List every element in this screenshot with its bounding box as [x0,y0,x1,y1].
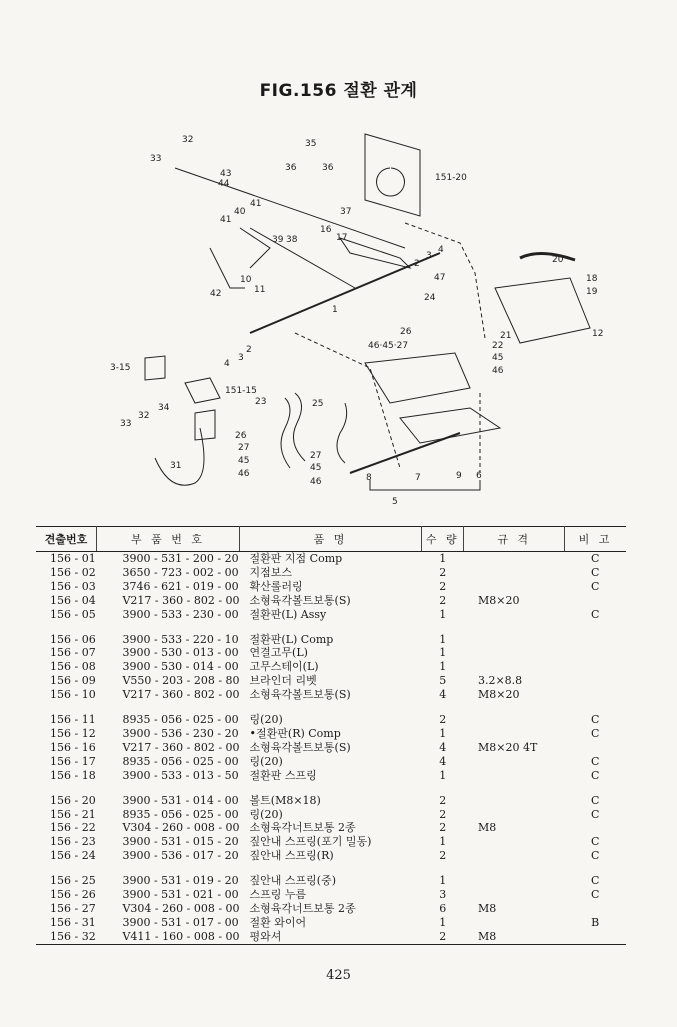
cell-quantity: 1 [439,874,447,888]
cell-remark [564,646,626,660]
cell-quantity: 1 [439,915,447,929]
callout: 31 [170,461,182,471]
callout: 22 [492,341,504,351]
cell-index: 156 - 21 [50,807,96,821]
table-row [36,808,626,822]
table-row [36,566,626,580]
group-spacer [36,622,626,633]
table-row [36,608,626,622]
cell-quantity: 1 [439,660,447,674]
cell-remark [564,741,626,755]
callout: 25 [312,399,324,409]
parts-table [36,526,626,945]
cell-part-name: 절환판 스프링 [249,768,317,782]
cell-remark: C [590,607,600,621]
cell-remark [564,674,626,688]
cell-spec [464,888,564,902]
table-row [36,633,626,647]
cell-part-number: 3746 - 621 - 019 - 00 [122,579,239,593]
callout: 40 [234,207,246,217]
callout: 12 [592,329,604,339]
callout: 18 [586,274,598,284]
cell-index: 156 - 22 [50,821,96,835]
cell-quantity: 1 [439,646,447,660]
cell-spec: M8 [477,821,497,835]
cell-index: 156 - 24 [50,849,96,863]
cell-spec [464,646,564,660]
cell-part-name: 링(20) [249,713,283,727]
callout: 37 [340,207,352,217]
cell-spec [464,552,564,566]
exploded-parts-diagram [100,128,620,518]
callout: 41 [250,199,262,209]
cell-part-number: 3900 - 536 - 017 - 20 [122,849,239,863]
cell-remark [564,594,626,608]
cell-index: 156 - 26 [50,888,96,902]
cell-part-number: 3900 - 531 - 015 - 20 [122,835,239,849]
callout: 7 [415,473,421,483]
page-title: FIG.156 절환 관계 [259,81,418,101]
cell-part-number: 3900 - 533 - 230 - 00 [122,607,239,621]
callout: 35 [305,139,317,149]
cell-index: 156 - 31 [50,915,96,929]
callout: 151-20 [435,173,467,183]
bracket-block [340,238,410,268]
callout: 46 [310,477,322,487]
cell-remark: C [590,768,600,782]
cell-remark: B [591,915,600,929]
table-row [36,902,626,916]
cell-quantity: 1 [439,726,447,740]
cell-part-name: 절환판 지점 Comp [249,552,343,565]
col-header-part-name: 품 명 [240,527,422,552]
callout: 21 [500,331,512,341]
cell-spec [464,755,564,769]
cell-index: 156 - 03 [50,579,96,593]
callout: 9 [456,471,462,481]
callout: 20 [552,255,564,265]
cell-quantity: 2 [439,849,447,863]
cell-index: 156 - 01 [50,552,96,565]
cell-part-name: 소형육각너트보통 2종 [249,821,356,835]
callout: 32 [182,135,194,145]
shaft-rod [250,253,440,333]
cell-part-name: 평와셔 [240,930,422,944]
group-spacer [36,702,626,713]
callout: 27 [310,451,322,461]
callout: 33 [120,419,132,429]
cell-index: 156 - 07 [50,646,96,660]
callout: 33 [150,154,162,164]
cell-remark [564,902,626,916]
cell-spec [464,769,564,783]
callout: 45 [310,463,322,473]
cell-part-name: 절환판(L) Comp [249,632,334,646]
table-row [36,849,626,863]
cell-part-name: 짚안내 스프링(R) [249,849,334,863]
table-header-row [36,527,626,552]
cell-remark: C [590,726,600,740]
table-row [36,769,626,783]
cell-quantity: 2 [439,565,447,579]
table-row [36,888,626,902]
callout: 16 [320,225,332,235]
col-header-index: 견출번호 [36,527,96,552]
cell-part-number: 3900 - 531 - 017 - 00 [122,915,239,929]
cell-remark [564,821,626,835]
cell-remark [564,930,626,944]
cell-quantity: 5 [439,674,447,688]
table-row [36,713,626,727]
group-spacer [36,863,626,874]
callout: 4 [438,245,444,255]
col-header-remark: 비 고 [564,527,626,552]
callout: 39 [272,235,284,245]
table-row [36,594,626,608]
cell-remark [564,633,626,647]
cell-remark: C [590,565,600,579]
cell-quantity: 4 [439,740,447,754]
table-row [36,660,626,674]
cell-quantity: 2 [439,793,447,807]
cell-part-name: 볼트(M8×18) [249,793,321,807]
cell-index: 156 - 27 [50,901,96,915]
cell-part-number: V217 - 360 - 802 - 00 [122,740,240,754]
cell-remark [564,660,626,674]
cell-index: 156 - 16 [50,740,96,754]
cell-part-name: 절환판(L) Assy [249,607,327,621]
cell-quantity: 1 [439,768,447,782]
cell-remark: C [590,713,600,727]
cell-quantity: 1 [439,607,447,621]
cell-index: 156 - 20 [50,793,96,807]
cell-spec [464,660,564,674]
col-header-quantity: 수 량 [422,527,464,552]
cell-spec [464,608,564,622]
cell-part-number: 8935 - 056 - 025 - 00 [122,807,239,821]
callout: 46·45·27 [368,341,409,351]
callout: 46 [238,469,250,479]
cell-quantity: 6 [439,901,447,915]
cell-remark: C [590,849,600,863]
cell-spec [464,916,564,930]
cell-index: 156 - 32 [36,930,96,944]
table-row [36,874,626,888]
callout: 17 [336,233,348,243]
cell-part-number: V217 - 360 - 802 - 00 [122,688,240,702]
cell-remark: C [590,793,600,807]
callout: 26 [235,431,247,441]
cell-part-name: 소형육각너트보통 2종 [249,901,356,915]
cell-quantity: 4 [439,754,447,768]
cell-index: 156 - 06 [50,632,96,646]
callout: 34 [158,403,170,413]
cell-spec [464,727,564,741]
callout: 38 [286,235,298,245]
callout: 24 [424,293,436,303]
callout: 27 [238,443,250,453]
spring-rod [520,253,575,260]
cell-spec: M8×20 [477,593,520,607]
cell-index: 156 - 08 [50,660,96,674]
callout: 45 [492,353,504,363]
callout: 2 [246,345,252,355]
cell-part-number: 3900 - 536 - 230 - 20 [122,726,239,740]
cell-index: 156 - 05 [50,607,96,621]
cell-remark [564,688,626,702]
cell-part-name: 소형육각볼트보통(S) [249,688,351,702]
cell-spec [464,874,564,888]
callout: 8 [366,473,372,483]
cell-part-number: 3900 - 531 - 021 - 00 [122,888,239,902]
cell-part-name: 소형육각볼트보통(S) [249,593,351,607]
switch-plate-left [365,353,470,403]
cell-part-name: •절환판(R) Comp [249,726,341,740]
cell-index: 156 - 25 [50,874,96,888]
table-row [36,580,626,594]
callout: 19 [586,287,598,297]
cell-part-number: 3900 - 533 - 013 - 50 [122,768,239,782]
cell-part-name: 짚안내 스프링(포기 밀동) [249,835,372,849]
callout: 1 [332,305,338,315]
cell-quantity: 2 [422,930,464,944]
cell-part-number: V550 - 203 - 208 - 80 [122,674,240,688]
callout: 45 [238,456,250,466]
cell-index: 156 - 11 [50,713,96,727]
cell-remark: C [590,874,600,888]
callout: 10 [240,275,252,285]
table-row [36,646,626,660]
cell-part-number: V411 - 160 - 008 - 00 [96,930,239,944]
cell-spec: M8 [477,901,497,915]
cell-spec: M8 [464,930,564,944]
cell-spec [464,808,564,822]
callout: 47 [434,273,446,283]
callout: 26 [400,327,412,337]
callout: 32 [138,411,150,421]
page-number: 425 [326,968,351,983]
cell-part-number: 3900 - 530 - 013 - 00 [122,646,239,660]
callout: 4 [224,359,230,369]
cell-quantity: 2 [439,821,447,835]
cell-part-number: 3650 - 723 - 002 - 00 [122,565,239,579]
cell-index: 156 - 12 [50,726,96,740]
table-row [36,688,626,702]
cell-quantity: 1 [439,835,447,849]
callout: 3-15 [110,363,131,373]
cell-index: 156 - 18 [50,768,96,782]
cell-remark: C [590,579,600,593]
callout: 23 [255,397,267,407]
table-row [36,727,626,741]
cell-spec [464,580,564,594]
table-row [36,741,626,755]
cell-index: 156 - 02 [50,565,96,579]
callout: 11 [254,285,266,295]
col-header-part-number: 부 품 번 호 [96,527,239,552]
cell-part-name: 짚안내 스프링(중) [249,874,336,888]
cell-part-number: 8935 - 056 - 025 - 00 [122,713,239,727]
frame-plate [365,134,420,216]
table-row [36,794,626,808]
cell-remark: C [590,835,600,849]
cell-quantity: 2 [439,807,447,821]
cell-spec [464,849,564,863]
callout: 151-15 [225,386,257,396]
cell-part-number: 3900 - 531 - 019 - 20 [122,874,239,888]
cell-part-name: 확산롤러링 [249,579,303,593]
cell-quantity: 2 [439,593,447,607]
table-row [36,552,626,566]
table-row [36,916,626,930]
callout: 2 [414,259,420,269]
table-row [36,930,626,944]
cell-part-number: 3900 - 533 - 220 - 10 [122,632,239,646]
cell-part-number: 3900 - 531 - 200 - 20 [122,552,239,565]
table-row [36,835,626,849]
cell-remark: C [590,552,600,565]
table-row [36,821,626,835]
table-row [36,674,626,688]
callout: 42 [210,289,222,299]
cell-part-name: 스프링 누름 [249,888,307,902]
cell-spec: M8×20 4T [477,740,538,754]
cell-spec [464,713,564,727]
callout: 41 [220,215,232,225]
cell-part-number: 3900 - 531 - 014 - 00 [122,793,239,807]
cell-part-number: V217 - 360 - 802 - 00 [122,593,240,607]
cell-remark: C [590,888,600,902]
cell-quantity: 2 [439,579,447,593]
col-header-spec: 규 격 [464,527,564,552]
cell-spec [464,794,564,808]
cell-part-number: V304 - 260 - 008 - 00 [122,821,240,835]
cell-part-number: V304 - 260 - 008 - 00 [122,901,240,915]
cell-part-name: 고무스테이(L) [249,660,319,674]
cell-quantity: 3 [439,888,447,902]
callout: 44 [218,179,230,189]
callout: 3 [426,251,432,261]
cell-remark: C [590,807,600,821]
cell-index: 156 - 17 [50,754,96,768]
cell-part-name: 연결고무(L) [249,646,308,660]
cell-part-name: 링(20) [249,754,283,768]
callout: 6 [476,471,482,481]
cell-part-name: 지점보스 [249,565,293,579]
cell-index: 156 - 10 [50,688,96,702]
cell-spec [464,633,564,647]
cell-index: 156 - 23 [50,835,96,849]
callout: 36 [285,163,297,173]
cell-spec: 3.2×8.8 [477,674,523,688]
cell-index: 156 - 04 [50,593,96,607]
callout: 46 [492,366,504,376]
group-spacer [36,783,626,794]
cell-part-name: 브라인더 리벳 [249,674,317,688]
cell-quantity: 1 [439,552,447,565]
cell-part-number: 3900 - 530 - 014 - 00 [122,660,239,674]
cell-index: 156 - 09 [50,674,96,688]
cell-spec: M8×20 [477,688,520,702]
cell-spec [464,835,564,849]
cell-part-name: 소형육각볼트보통(S) [249,740,351,754]
callout: 3 [238,353,244,363]
callout: 36 [322,163,334,173]
cell-part-number: 8935 - 056 - 025 - 00 [122,754,239,768]
cell-quantity: 2 [439,713,447,727]
cell-quantity: 1 [439,632,447,646]
cell-remark: C [590,754,600,768]
cell-spec [464,566,564,580]
callout: 5 [392,497,398,507]
cell-part-name: 절환 와이어 [249,915,307,929]
switch-wire [155,428,204,485]
callout: 43 [220,169,232,179]
cell-quantity: 4 [439,688,447,702]
table-row [36,755,626,769]
cell-part-name: 링(20) [249,807,283,821]
